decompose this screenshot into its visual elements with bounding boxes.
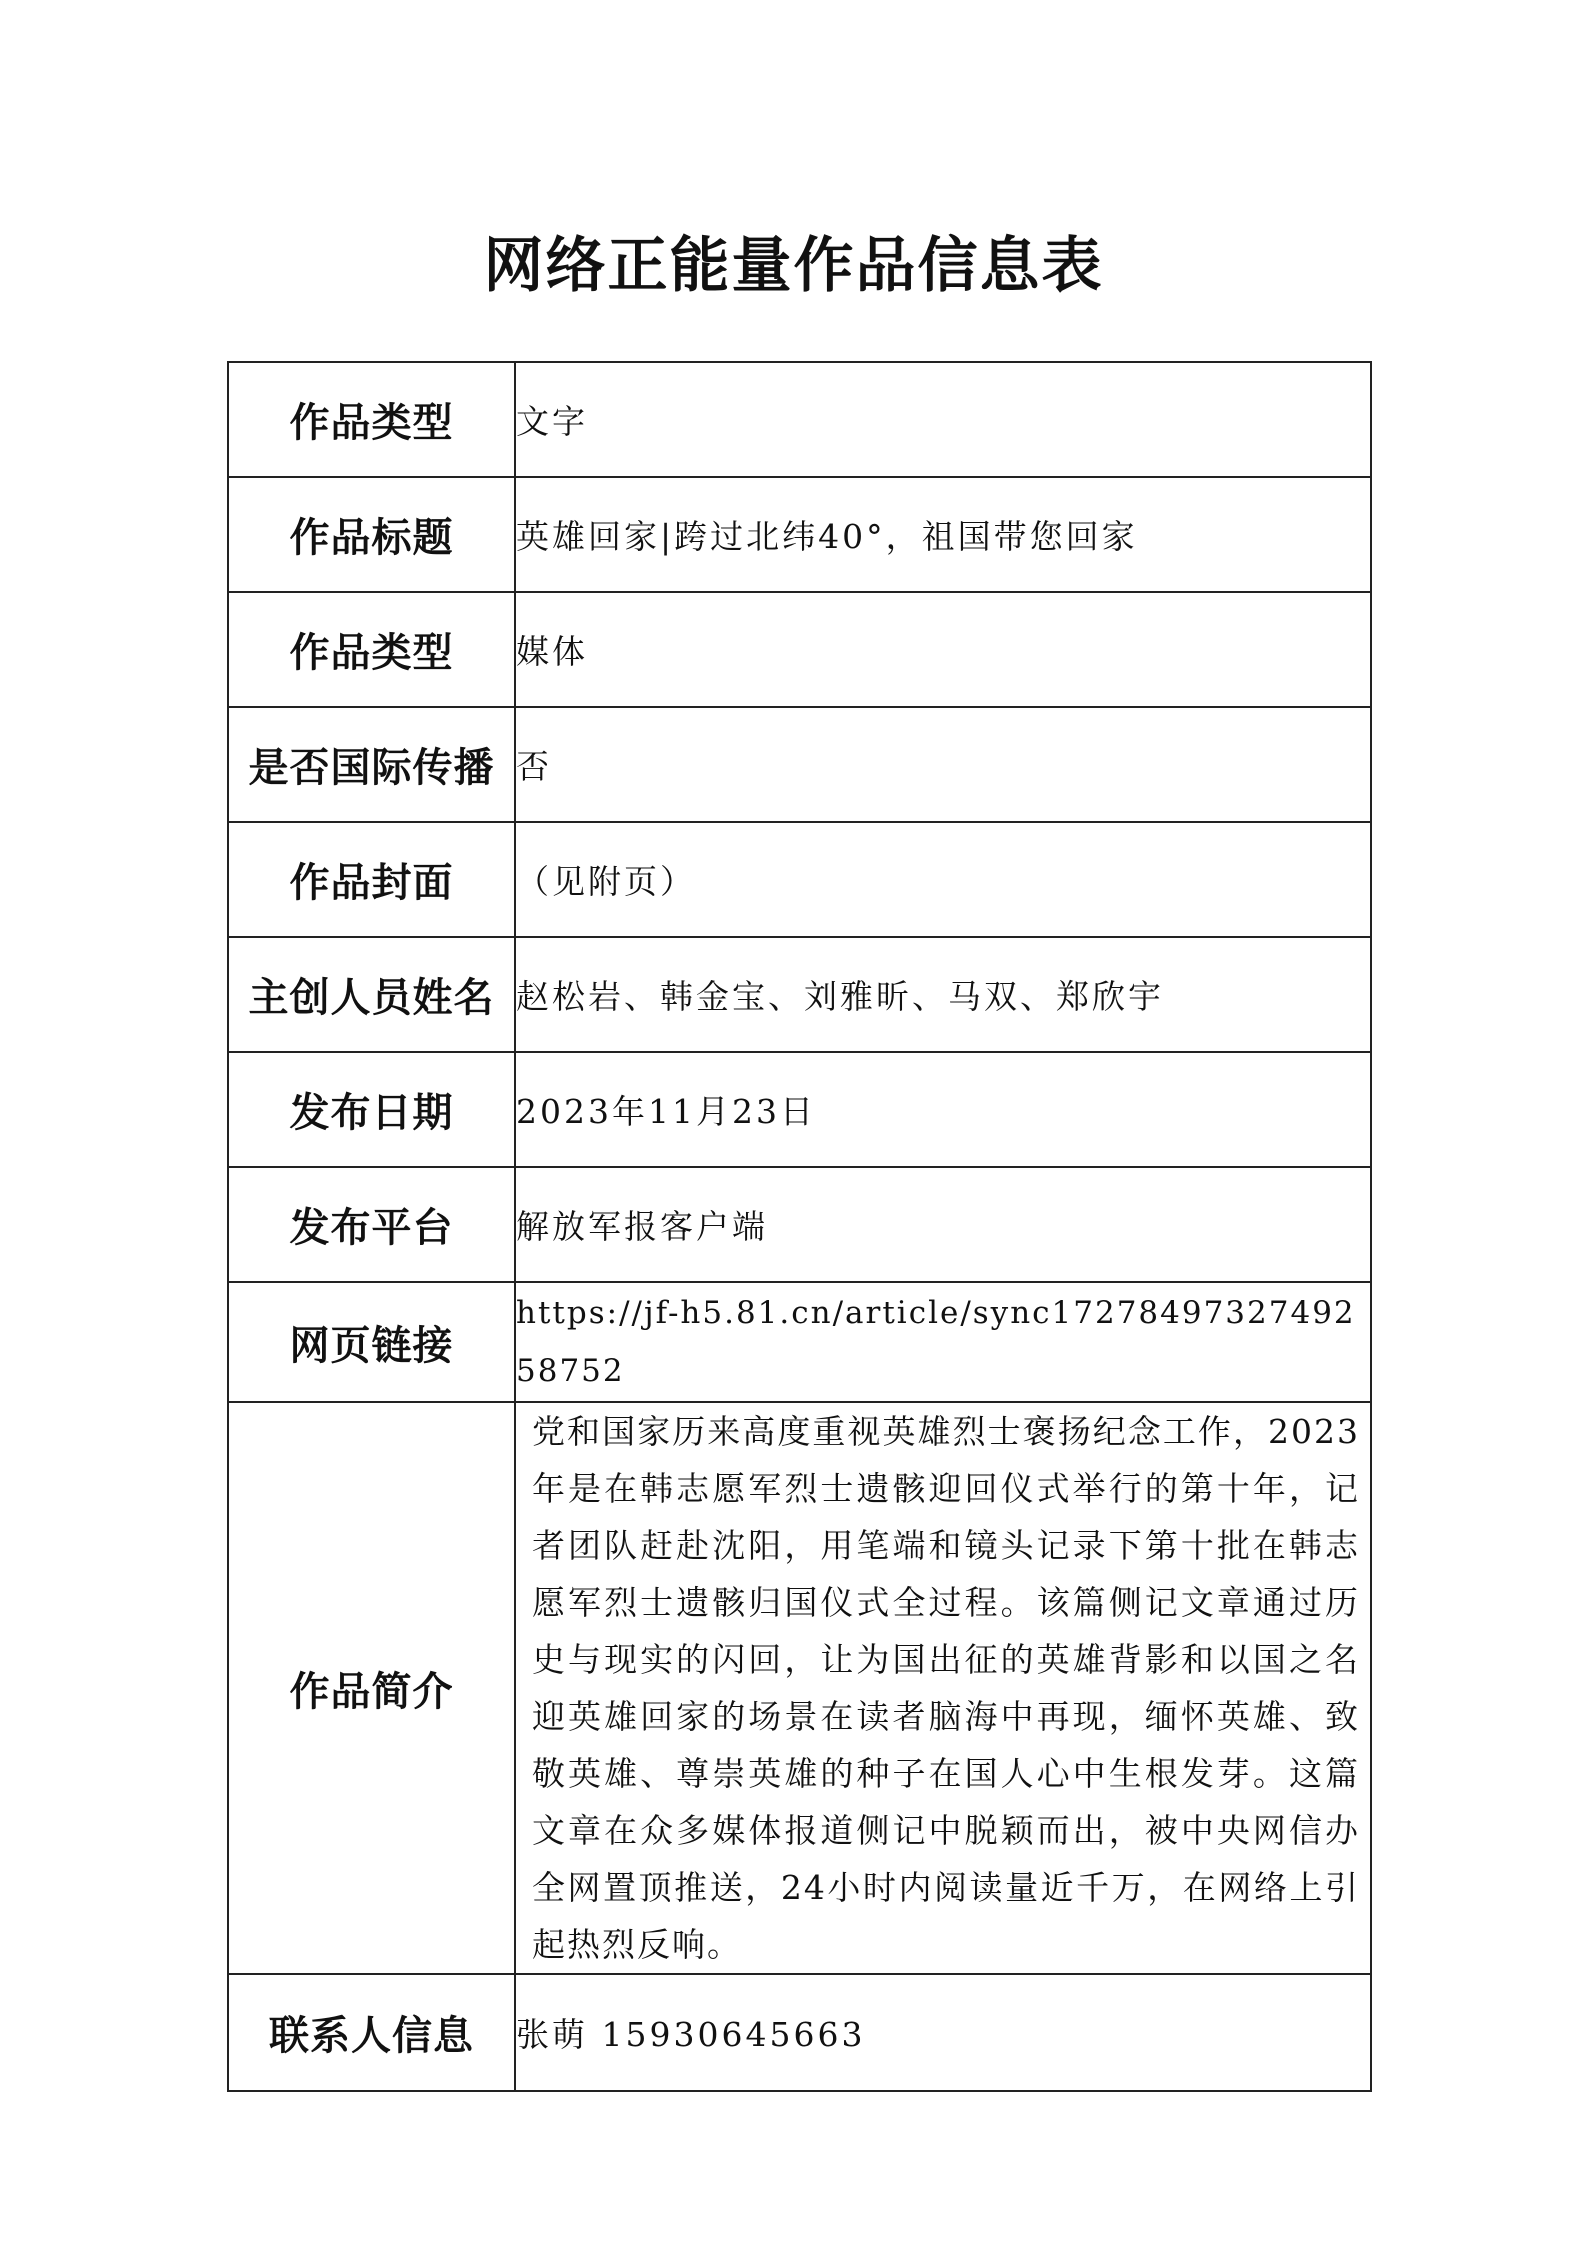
info-table	[227, 361, 1372, 2092]
row-label: 网页链接	[228, 1282, 515, 1402]
row-value: 媒体	[515, 592, 1371, 707]
row-label: 作品标题	[228, 477, 515, 592]
table-row	[228, 362, 1371, 477]
row-value: 党和国家历来高度重视英雄烈士褒扬纪念工作，2023年是在韩志愿军烈士遗骸迎回仪式举行的第十年，记者团队赶赴沈阳，用笔端和镜头记录下第十批在韩志愿军烈士遗骸归国仪式全过程。该篇侧记文章通过历史与现实的闪回，让为国出征的英雄背影和以国之名迎英雄回家的场景在读者脑海中再现，缅怀英雄、致敬英雄、尊崇英雄的种子在国人心中生根发芽。这篇文章在众多媒体报道侧记中脱颖而出，被中央网信办全网置顶推送，24小时内阅读量近千万，在网络上引起热烈反响。	[515, 1402, 1371, 1974]
row-label: 作品类型	[228, 362, 515, 477]
row-label: 作品封面	[228, 822, 515, 937]
row-value: 赵松岩、韩金宝、刘雅昕、马双、郑欣宇	[515, 937, 1371, 1052]
row-label: 联系人信息	[228, 1974, 515, 2091]
table-row	[228, 1402, 1371, 1974]
row-value: 解放军报客户端	[515, 1167, 1371, 1282]
page-title: 网络正能量作品信息表	[483, 231, 1104, 301]
row-value: 英雄回家|跨过北纬40°，祖国带您回家	[515, 477, 1371, 592]
table-row	[228, 1282, 1371, 1402]
row-value: 2023年11月23日	[515, 1052, 1371, 1167]
row-label: 主创人员姓名	[228, 937, 515, 1052]
table-row	[228, 822, 1371, 937]
row-value: 文字	[515, 362, 1371, 477]
row-label: 发布日期	[228, 1052, 515, 1167]
row-value: （见附页）	[515, 822, 1371, 937]
row-label: 作品类型	[228, 592, 515, 707]
webpage-link[interactable]: https://jf-h5.81.cn/article/sync1727849732749258752	[515, 1282, 1371, 1402]
table-row	[228, 477, 1371, 592]
row-label: 作品简介	[228, 1402, 515, 1974]
row-label: 发布平台	[228, 1167, 515, 1282]
table-row	[228, 707, 1371, 822]
table-row	[228, 1167, 1371, 1282]
table-row	[228, 1974, 1371, 2091]
table-row	[228, 592, 1371, 707]
table-row	[228, 1052, 1371, 1167]
row-value: 否	[515, 707, 1371, 822]
table-row	[228, 937, 1371, 1052]
row-label: 是否国际传播	[228, 707, 515, 822]
row-value: 张萌 15930645663	[515, 1974, 1371, 2091]
